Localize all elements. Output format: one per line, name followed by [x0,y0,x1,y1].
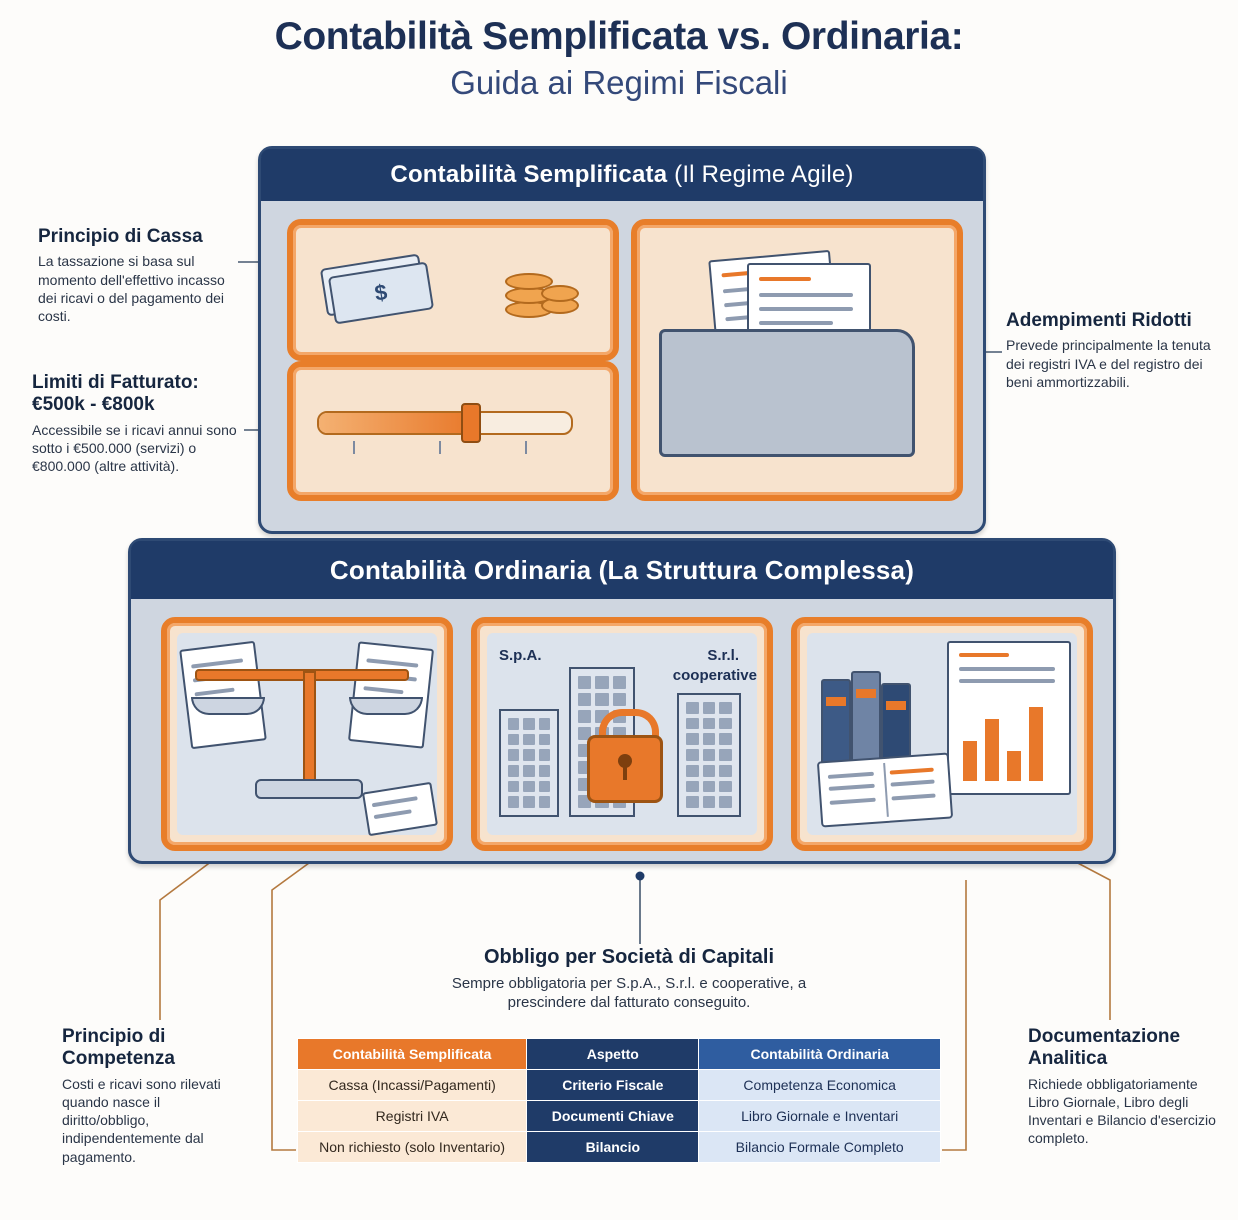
ordinary-accounting-panel [128,538,1116,864]
scale-base-icon [255,779,363,799]
annotation-cash-principle [38,226,238,325]
table-row [298,1101,941,1132]
page-subtitle: Guida ai Regimi Fiscali [450,63,788,101]
annotation-body: Costi e ricavi sono rilevati quando nasce il diritto/obbligo, indipendentemente dal pagamento. [62,1075,221,1165]
analytic-documentation-illustration [791,617,1093,851]
annotation-body: La tassazione si basa sul momento dell'effettivo incasso dei ricavi o del pagamento dei costi. [38,253,225,324]
cell-simplified: Registri IVA [298,1101,527,1132]
cell-aspect: Bilancio [527,1132,699,1163]
annotation-body: Sempre obbligatoria per S.p.A., S.r.l. e cooperative, a prescindere dal fatturato conseguito. [451,974,807,1012]
cell-simplified: Non richiesto (solo Inventario) [298,1132,527,1163]
annotation-title: Documentazione Analitica [1028,1026,1181,1070]
simplified-header-strong: Contabilità Semplificata [390,161,675,188]
page-title: Contabilità Semplificata vs. Ordinaria: [274,15,964,58]
simplified-accounting-panel [258,146,986,534]
simplified-panel-header [261,149,983,201]
slider-knob [461,403,481,443]
annotation-body: Prevede principalmente la tenuta dei registri IVA e del registro dei beni ammortizzabili. [1006,337,1211,390]
cell-simplified: Cassa (Incassi/Pagamenti) [298,1070,527,1101]
label-coop: cooperative [672,667,757,684]
slider-track [317,411,573,435]
cell-aspect: Criterio Fiscale [527,1070,699,1101]
annotation-title: Adempimenti Ridotti [1006,310,1192,331]
annotation-accrual-principle [62,1026,247,1166]
reduced-obligations-illustration [631,219,963,501]
cell-ordinary: Bilancio Formale Completo [699,1132,941,1163]
label-srl: S.r.l. [707,647,739,664]
cell-ordinary: Libro Giornale e Inventari [699,1101,941,1132]
padlock-icon [587,735,663,803]
table-row [298,1132,941,1163]
table-header-row [298,1039,941,1070]
report-sheet-icon [947,641,1071,795]
scale-beam-icon [195,669,409,681]
open-book-icon [817,752,953,827]
annotation-title: Limiti di Fatturato: €500k - €800k [32,372,199,416]
annotation-title: Principio di Competenza [62,1026,175,1070]
annotation-analytic-documentation [1028,1026,1218,1148]
cell-ordinary: Competenza Economica [699,1070,941,1101]
folder-icon [659,329,915,457]
cell-aspect: Documenti Chiave [527,1101,699,1132]
accrual-principle-illustration [161,617,453,851]
label-spa: S.p.A. [499,647,542,664]
company-obligation-illustration [471,617,773,851]
building-icon-right [677,693,741,817]
turnover-limit-illustration [287,361,619,501]
annotation-title: Obbligo per Società di Capitali [483,946,775,968]
comparison-table [297,1038,941,1163]
header-simplified: Contabilità Semplificata [298,1039,527,1070]
scale-post-icon [303,671,316,785]
annotation-title: Principio di Cassa [38,226,203,247]
annotation-turnover-limits [32,372,244,475]
annotation-body: Accessibile se i ricavi annui sono sotto i €500.000 (servizi) o €800.000 (altre attività). [32,421,237,475]
annotation-capital-companies [424,946,834,1013]
header-ordinary: Contabilità Ordinaria [699,1039,941,1070]
cash-principle-illustration: $ [287,219,619,361]
simplified-header-light: (Il Regime Agile) [674,161,854,188]
ordinary-panel-header: Contabilità Ordinaria (La Struttura Complessa) [131,541,1113,599]
building-icon-left [499,709,559,817]
header-aspect: Aspetto [527,1039,699,1070]
annotation-reduced-obligations [1006,310,1224,391]
table-row [298,1070,941,1101]
annotation-body: Richiede obbligatoriamente Libro Giornale, Libro degli Inventari e Bilancio d'esercizio completo. [1028,1075,1216,1147]
title-block [0,16,1238,101]
